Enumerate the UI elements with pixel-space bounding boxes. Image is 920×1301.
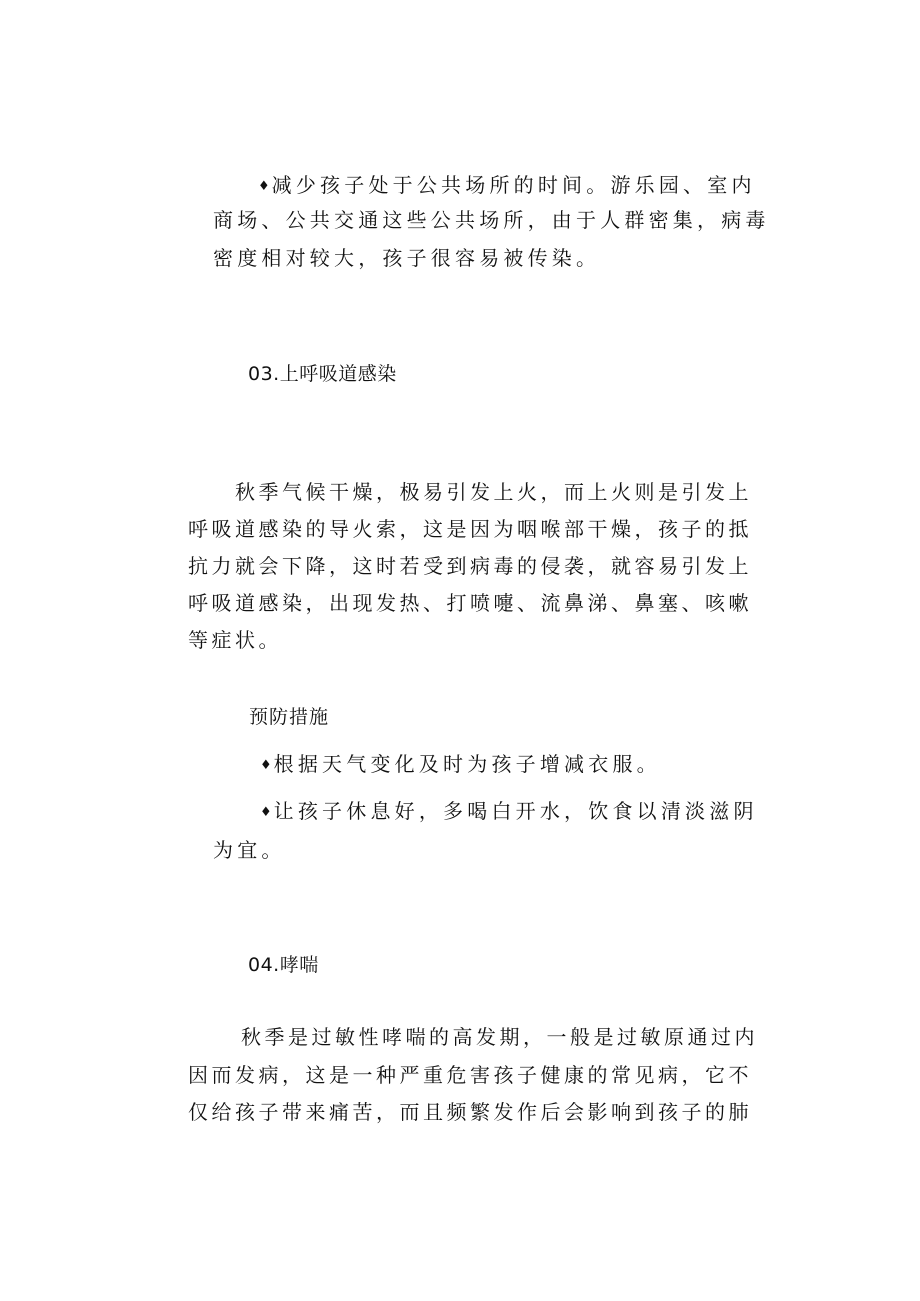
paragraph-line: 呼吸道感染的导火索，这是因为咽喉部干燥，孩子的抵 xyxy=(188,517,752,541)
prevention-title: 预防措施 xyxy=(249,706,330,728)
bullet-text-line: 商场、公共交通这些公共场所，由于人群密集，病毒 xyxy=(213,208,770,232)
diamond-bullet-icon: ♦ xyxy=(260,758,272,773)
paragraph-line: 等症状。 xyxy=(188,628,282,652)
bullet-text-line: 让孩子休息好，多喝白开水，饮食以清淡滋阴 xyxy=(273,799,758,823)
diamond-bullet-icon: ♦ xyxy=(260,805,272,820)
section-heading-03: 03.上呼吸道感染 xyxy=(248,363,397,385)
bullet-item-rest-water xyxy=(260,798,758,826)
diamond-bullet-icon: ♦ xyxy=(258,179,270,194)
paragraph-line: 仅给孩子带来痛苦，而且频繁发作后会影响到孩子的肺 xyxy=(188,1100,752,1124)
bullet-text: 根据天气变化及时为孩子增减衣服。 xyxy=(273,752,661,776)
paragraph-line: 秋季气候干燥，极易引发上火，而上火则是引发上 xyxy=(235,480,752,504)
bullet-item-reduce-public-time xyxy=(258,172,756,200)
paragraph-line: 抗力就会下降，这时若受到病毒的侵袭，就容易引发上 xyxy=(188,554,752,578)
paragraph-line: 秋季是过敏性哮喘的高发期，一般是过敏原通过内 xyxy=(241,1025,758,1049)
bullet-text-line: 减少孩子处于公共场所的时间。游乐园、室内 xyxy=(271,173,756,197)
bullet-text-line: 密度相对较大，孩子很容易被传染。 xyxy=(213,246,601,270)
paragraph-line: 呼吸道感染，出现发热、打喷嚏、流鼻涕、鼻塞、咳嗽 xyxy=(188,591,752,615)
paragraph-line: 因而发病，这是一种严重危害孩子健康的常见病，它不 xyxy=(188,1063,752,1087)
bullet-item-clothing xyxy=(260,751,661,779)
section-heading-04: 04.哮喘 xyxy=(248,954,319,976)
bullet-text-line: 为宜。 xyxy=(213,838,286,862)
